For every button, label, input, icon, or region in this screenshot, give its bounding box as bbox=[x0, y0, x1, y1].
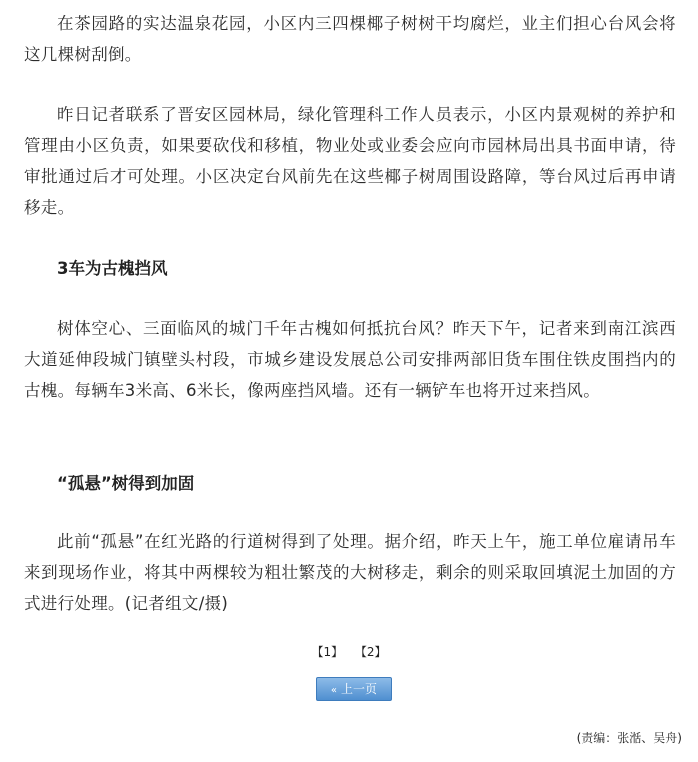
section-heading-1: 3车为古槐挡风 bbox=[57, 259, 168, 278]
previous-page-button[interactable] bbox=[316, 677, 392, 701]
article-paragraph-1: 在茶园路的实达温泉花园，小区内三四棵椰子树树干均腐烂，业主们担心台风会将这几棵树刮倒。 bbox=[24, 14, 676, 64]
article-paragraph-3: 树体空心、三面临风的城门千年古槐如何抵抗台风？昨天下午，记者来到南江滨西大道延伸段城门镇壁头村段，市城乡建设发展总公司安排两部旧货车围住铁皮围挡内的古槐。每辆车3米高、6米长，像两座挡风墙。还有一辆铲车也将开过来挡风。 bbox=[24, 319, 676, 400]
section-heading-2: “孤悬”树得到加固 bbox=[57, 474, 195, 493]
page-navigation bbox=[0, 642, 698, 662]
page-link-1[interactable]: 【1】 bbox=[311, 645, 344, 659]
double-left-arrow-icon: « bbox=[330, 685, 338, 696]
editor-credit: (责编：张湉、吴舟) bbox=[576, 731, 682, 745]
page-link-2[interactable]: 【2】 bbox=[354, 645, 387, 659]
article-paragraph-4: 此前“孤悬”在红光路的行道树得到了处理。据介绍，昨天上午，施工单位雇请吊车来到现场作业，将其中两棵较为粗壮繁茂的大树移走，剩余的则采取回填泥土加固的方式进行处理。(记者组文/摄) bbox=[24, 532, 676, 613]
article-paragraph-2: 昨日记者联系了晋安区园林局，绿化管理科工作人员表示，小区内景观树的养护和管理由小区负责，如果要砍伐和移植，物业处或业委会应向市园林局出具书面申请，待审批通过后才可处理。小区决定台风前先在这些椰子树周围设路障，等台风过后再申请移走。 bbox=[24, 105, 676, 217]
previous-page-label: 上一页 bbox=[341, 682, 378, 696]
